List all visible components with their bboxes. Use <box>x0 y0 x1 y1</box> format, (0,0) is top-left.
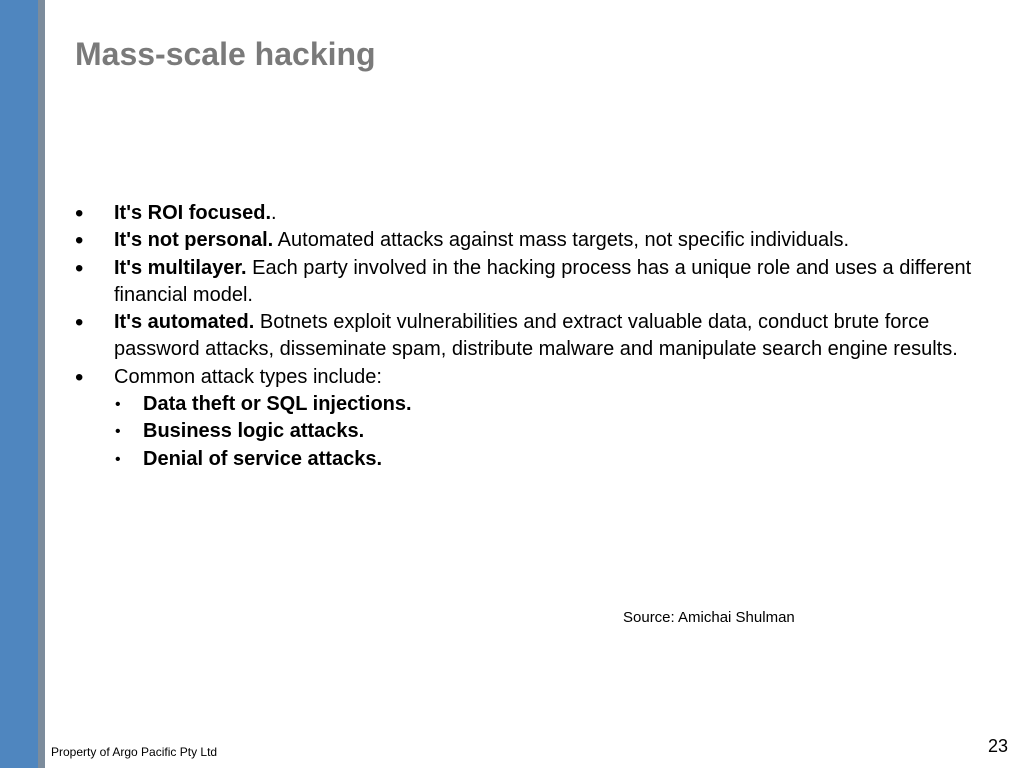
footer-text: Property of Argo Pacific Pty Ltd <box>51 745 218 759</box>
bullet-list <box>75 200 1015 473</box>
slide-title: Mass-scale hacking <box>75 36 376 72</box>
bullet-text: . <box>271 202 277 224</box>
bullet-text: Botnets exploit vulnerabilities and extract valuable data, conduct brute force password attacks, disseminate spam, distribute malware and manipulate search engine results. <box>114 311 958 361</box>
bullet-lead: It's automated. <box>114 311 255 334</box>
bullet-text: Automated attacks against mass targets, not specific individuals. <box>273 229 850 252</box>
bullet-text: Each party involved in the hacking process has a unique role and uses a different financial model. <box>114 256 972 306</box>
left-accent-bar <box>0 0 38 768</box>
sub-bullet-item <box>114 446 1015 473</box>
sub-bullet-marker: • <box>115 423 121 441</box>
bullet-item <box>75 364 1015 473</box>
left-accent-stripe <box>38 0 45 768</box>
sub-bullet-text: Denial of service attacks. <box>143 447 383 470</box>
bullet-lead: It's multilayer. <box>114 256 247 279</box>
bullet-marker: • <box>75 254 84 282</box>
sub-bullet-text: Business logic attacks. <box>143 420 365 443</box>
bullet-marker: • <box>75 363 84 391</box>
sub-bullet-item <box>114 391 1015 418</box>
sub-bullet-item <box>114 418 1015 445</box>
bullet-item <box>75 255 1015 310</box>
bullet-text: Common attack types include: <box>114 365 382 388</box>
source-citation: Source: Amichai Shulman <box>623 609 795 626</box>
page-number: 23 <box>987 736 1008 756</box>
bullet-lead: It's ROI focused. <box>114 202 272 224</box>
bullet-marker: • <box>75 200 84 227</box>
bullet-lead: It's not personal. <box>114 229 274 252</box>
sub-bullet-text: Data theft or SQL injections. <box>143 393 412 416</box>
bullet-item <box>75 309 1015 364</box>
sub-bullet-marker: • <box>115 450 121 468</box>
bullet-marker: • <box>75 309 84 337</box>
attack-types-list <box>114 391 1015 473</box>
sub-bullet-marker: • <box>115 396 121 414</box>
bullet-item <box>75 227 1015 254</box>
bullet-marker: • <box>75 227 84 255</box>
bullet-item <box>75 200 1015 227</box>
